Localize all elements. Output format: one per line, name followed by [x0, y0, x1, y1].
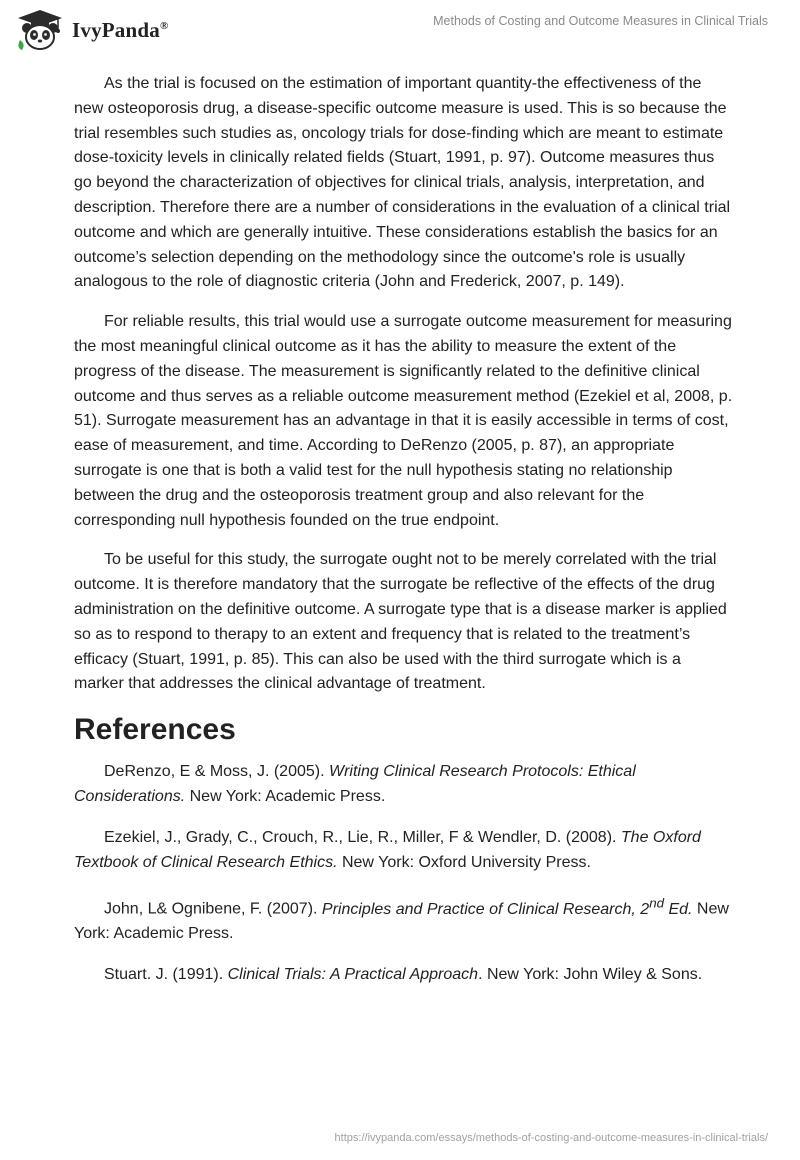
panda-graduate-icon — [14, 8, 66, 52]
references-heading: References — [74, 713, 236, 747]
reference-item: Stuart. J. (1991). Clinical Trials: A Practical Approach. New York: John Wiley & Sons. — [104, 966, 703, 984]
running-title: Methods of Costing and Outcome Measures in Clinical Trials — [433, 14, 768, 28]
page-header — [0, 0, 800, 60]
brand-name: IvyPanda® — [72, 17, 169, 42]
ivypanda-logo[interactable] — [14, 8, 168, 52]
reference-item: DeRenzo, E & Moss, J. (2005). Writing Clinical Research Protocols: Ethical Considerations. New York: Academic Press. — [74, 763, 636, 805]
body-paragraph: For reliable results, this trial would use a surrogate outcome measurement for measuring the most meaningful clinical outcome as it has the ability to measure the extent of the progress of the disease. The measurement is significantly related to the definitive clinical outcome and thus serves as a reliable outcome measurement method (Ezekiel et al, 2008, p. 51). Surrogate measurement has an advantage in that it is easily accessible in terms of cost, ease of measurement, and time. According to DeRenzo (2005, p. 87), an appropriate surrogate is one that is both a valid test for the null hypothesis stating no relationship between the drug and the osteoporosis treatment group and also relevant for the corresponding null hypothesis founded on the true endpoint. — [74, 313, 733, 529]
reference-item: Ezekiel, J., Grady, C., Crouch, R., Lie, R., Miller, F & Wendler, D. (2008). The Oxford Textbook of Clinical Research Ethics. New York: Oxford University Press. — [74, 828, 701, 871]
body-paragraph: To be useful for this study, the surrogate ought not to be merely correlated with the trial outcome. It is therefore mandatory that the surrogate be reflective of the effects of the drug administration on the definitive outcome. A surrogate type that is a disease marker is applied so as to respond to therapy to an extent and frequency that is related to the treatment’s efficacy (Stuart, 1991, p. 85). This can also be used with the third surrogate which is a marker that addresses the clinical advantage of treatment. — [74, 551, 727, 693]
reference-item: John, L& Ognibene, F. (2007). Principles and Practice of Clinical Research, 2nd Ed. New York: Academic Press. — [74, 895, 729, 943]
source-url[interactable]: https://ivypanda.com/essays/methods-of-costing-and-outcome-measures-in-clinical-trials/ — [334, 1132, 768, 1144]
references-list — [74, 760, 734, 988]
body-paragraph: As the trial is focused on the estimation of important quantity-the effectiveness of the new osteoporosis drug, a disease-specific outcome measure is used. This is so because the trial resembles such studies as, oncology trials for dose-finding which are meant to estimate dose-toxicity levels in clinically related fields (Stuart, 1991, p. 97). Outcome measures thus go beyond the characterization of objectives for clinical trials, analysis, interpretation, and description. Therefore there are a number of considerations in the evaluation of a clinical trial outcome and which are generally intuitive. These considerations establish the basics for an outcome’s selection depending on the methodology since the outcome's role is usually analogous to the role of diagnostic criteria (John and Frederick, 2007, p. 149). — [74, 75, 731, 291]
article-body — [74, 72, 734, 1004]
